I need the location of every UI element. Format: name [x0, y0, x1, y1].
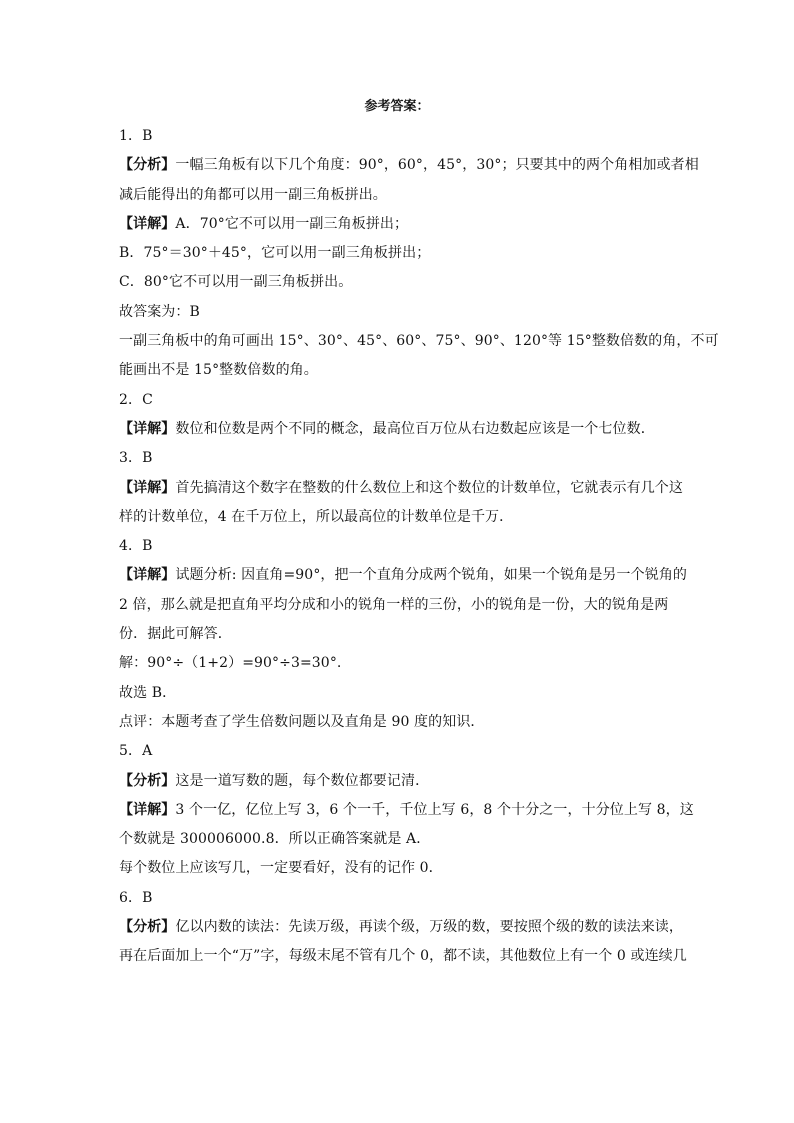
text-line [119, 181, 679, 210]
line-text: 能画出不是 15°整数倍数的角。 [119, 362, 318, 379]
line-text: 解：90°÷（1+2）=90°÷3=30°. [119, 655, 342, 672]
section-tag: 【分析】 [119, 772, 176, 789]
text-line [119, 503, 679, 532]
text-line [119, 620, 679, 649]
text-line [119, 679, 679, 708]
section-tag: 【详解】 [119, 479, 176, 496]
line-text: 样的计数单位，4 在千万位上，所以最高位的计数单位是千万． [119, 508, 514, 525]
text-line [119, 444, 679, 473]
text-line [119, 708, 679, 737]
section-tag: 【分析】 [119, 919, 176, 936]
text-line [119, 737, 679, 766]
text-line [119, 386, 679, 415]
text-line [119, 210, 679, 239]
line-text: 故答案为：B [119, 303, 200, 320]
text-line [119, 151, 699, 180]
line-text: 2 倍，那么就是把直角平均分成和小的锐角一样的三份，小的锐角是一份，大的锐角是两 [119, 596, 669, 613]
text-line [119, 356, 679, 385]
line-text: 这是一道写数的题，每个数位都要记清． [175, 772, 430, 789]
section-tag: 【详解】 [119, 420, 176, 437]
text-line [119, 122, 679, 151]
text-line [119, 825, 679, 854]
text-line [119, 913, 684, 942]
text-line [119, 942, 687, 971]
line-text: C．80°它不可以用一副三角板拼出。 [119, 274, 353, 291]
line-text: 首先搞清这个数字在整数的什么数位上和这个数位的计数单位，它就表示有几个这 [175, 479, 684, 496]
line-text: A．70°它不可以用一副三角板拼出； [175, 215, 409, 232]
line-text: 再在后面加上一个“万”字，每级末尾不管有几个 0，都不读，其他数位上有一个 0 或连续几 [119, 948, 687, 965]
text-line [119, 327, 719, 356]
text-line [119, 532, 679, 561]
text-line [119, 884, 679, 913]
text-line [119, 415, 679, 444]
line-text: 一副三角板中的角可画出 15°、30°、45°、60°、75°、90°、120°等 15°整数倍数的角，不可 [119, 333, 719, 350]
line-text: 1．B [119, 128, 153, 144]
text-line [119, 649, 679, 678]
line-text: 点评：本题考查了学生倍数问题以及直角是 90 度的知识． [119, 713, 485, 730]
line-text: 数位和位数是两个不同的概念，最高位百万位从右边数起应该是一个七位数． [175, 420, 655, 437]
line-text: 4．B [119, 538, 153, 555]
line-text: 一幅三角板有以下几个角度：90°，60°，45°，30°；只要其中的两个角相加或者相 [175, 157, 699, 174]
line-text: 亿以内数的读法：先读万级，再读个级，万级的数，要按照个级的数的读法来读， [175, 919, 684, 936]
line-text: 6．B [119, 889, 153, 906]
text-line [119, 796, 694, 825]
line-text: 试题分析: 因直角=90°，把一个直角分成两个锐角，如果一个锐角是另一个锐角的 [175, 567, 688, 584]
line-text: 份．据此可解答． [119, 626, 232, 643]
section-tag: 【详解】 [119, 215, 176, 232]
text-line [119, 239, 679, 268]
line-text: 故选 B． [119, 684, 177, 701]
line-text: B．75°＝30°＋45°，它可以用一副三角板拼出； [119, 245, 431, 262]
line-text: 2．C [119, 391, 153, 408]
line-text: 3．B [119, 450, 153, 467]
line-text: 个数就是 300006000.8．所以正确答案就是 A． [119, 831, 431, 848]
answer-content [119, 122, 719, 972]
line-text: 每个数位上应该写几，一定要看好，没有的记作 0． [119, 860, 443, 877]
page-title: 参考答案： [364, 99, 430, 114]
section-tag: 【详解】 [119, 801, 176, 818]
text-line [119, 474, 684, 503]
section-tag: 【详解】 [119, 567, 176, 584]
text-line [119, 298, 679, 327]
text-line [119, 268, 679, 297]
text-line [119, 561, 688, 590]
section-tag: 【分析】 [119, 157, 176, 174]
line-text: 5．A [119, 743, 153, 760]
line-text: 3 个一亿，亿位上写 3，6 个一千，千位上写 6，8 个十分之一，十分位上写 8，这 [175, 801, 694, 818]
text-line [119, 854, 679, 883]
text-line [119, 591, 679, 620]
line-text: 减后能得出的角都可以用一副三角板拼出。 [119, 186, 387, 203]
text-line [119, 767, 679, 796]
